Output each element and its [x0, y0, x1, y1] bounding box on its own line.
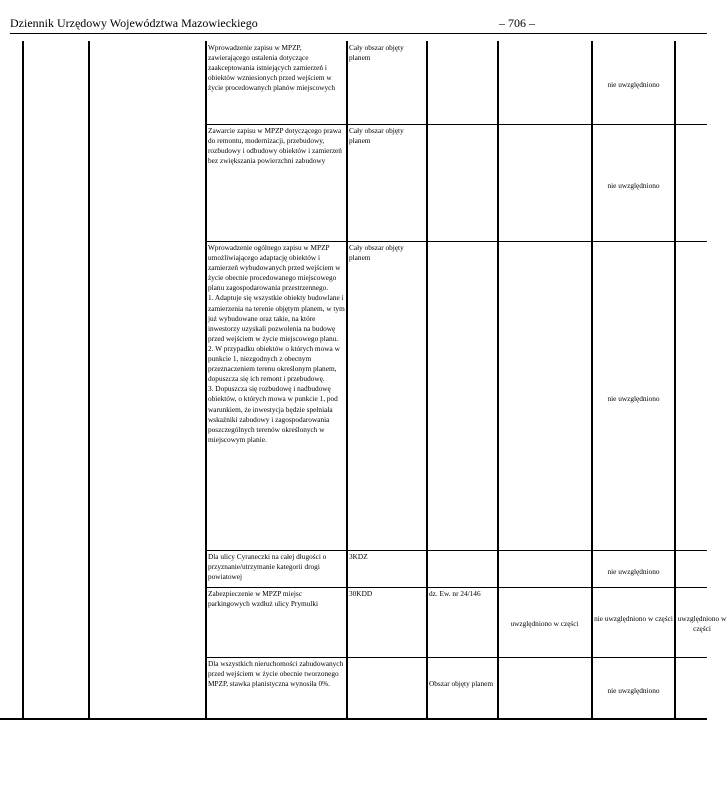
area-cell: 30KDD — [349, 589, 373, 598]
description-cell: Wprowadzenie zapisu w MPZP, zawierającego ustalenia dotyczące zaakceptowania istniejących zamierzeń i obiektów wzniesionych przed wejściem w życie procedowanych planów miejscowych — [208, 43, 336, 93]
consideration-cell-1: uwzględniono w części — [510, 619, 579, 628]
row-divider — [205, 550, 707, 551]
consideration-cell-2: nie uwzględniono — [607, 567, 660, 576]
page-number: – 706 – — [499, 16, 535, 30]
table-bottom-rule — [0, 718, 707, 720]
table-vline — [22, 41, 24, 720]
table-vline — [346, 41, 348, 720]
description-cell: Dla ulicy Cyraneczki na całej długości o przyznanie/utrzymanie kategorii drogi powiatowej — [208, 552, 327, 582]
table-vline — [205, 41, 207, 720]
consideration-cell-2: nie uwzględniono — [607, 181, 660, 190]
description-cell: Dla wszystkich nieruchomości zabudowanych przed wejściem w życie obecnie tworzonego MPZP, stawka planistyczna wynosiła 0%. — [208, 659, 344, 689]
row-divider — [205, 657, 707, 658]
consideration-cell-3: uwzględniono w części — [677, 614, 727, 634]
row-divider — [205, 124, 707, 125]
area-cell: Cały obszar objęty planem — [349, 126, 404, 146]
row-divider — [205, 241, 707, 242]
area-cell: 3KDZ — [349, 552, 368, 561]
table-vline — [591, 41, 593, 720]
table-vline — [674, 41, 676, 720]
consideration-cell-2: nie uwzględniono — [607, 686, 660, 695]
table-vline — [88, 41, 90, 720]
area-cell: Cały obszar objęty planem — [349, 243, 404, 263]
header-rule — [10, 33, 707, 34]
parcel-cell: Obszar objęty planem — [429, 679, 494, 688]
consideration-cell-2: nie uwzględniono — [607, 80, 660, 89]
consideration-cell-2: nie uwzględniono w części — [594, 614, 673, 623]
description-cell: Wprowadzenie ogólnego zapisu w MPZP umożliwiającego adaptację obiektów i zamierzeń wybudowanych przed wejściem w życie obecnie procedowanego miejscowego planu zagospodarowania przestrzennego. 1. Adaptuje się wszystkie obiekty budowlane i zamierzenia na terenie objętym planem, w tym już wybudowane oraz takie, na które inwestorzy uzyskali pozwolenia na budowę przed wejściem w życie miejscowego planu. 2. W przypadku obiektów o których mowa w punkcie 1, niezgodnych z obecnym przeznaczeniem terenu określonym planem, dopuszcza się ich remont i przebudowę. 3. Dopuszcza się rozbudowę i nadbudowę obiektów, o których mowa w punkcie 1, pod warunkiem, że inwestycja będzie spełniała wskaźniki zabudowy i zagospodarowania poszczególnych terenów określonych w miejscowym planie. — [208, 243, 345, 444]
table-vline — [426, 41, 428, 720]
description-cell: Zawarcie zapisu w MPZP dotyczącego prawa do remontu, modernizacji, przebudowy, rozbudowy i odbudowy obiektów i zamierzeń bez zwiększania powierzchni zabudowy — [208, 126, 342, 166]
parcel-cell: dz. Ew. nr 24/146 — [429, 589, 481, 598]
row-divider — [205, 587, 707, 588]
description-cell: Zabezpieczenie w MPZP miejsc parkingowych wzdłuż ulicy Prymulki — [208, 589, 319, 609]
area-cell: Cały obszar objęty planem — [349, 43, 404, 63]
journal-title: Dziennik Urzędowy Województwa Mazowieckiego — [10, 16, 258, 30]
consideration-cell-2: nie uwzględniono — [607, 394, 660, 403]
